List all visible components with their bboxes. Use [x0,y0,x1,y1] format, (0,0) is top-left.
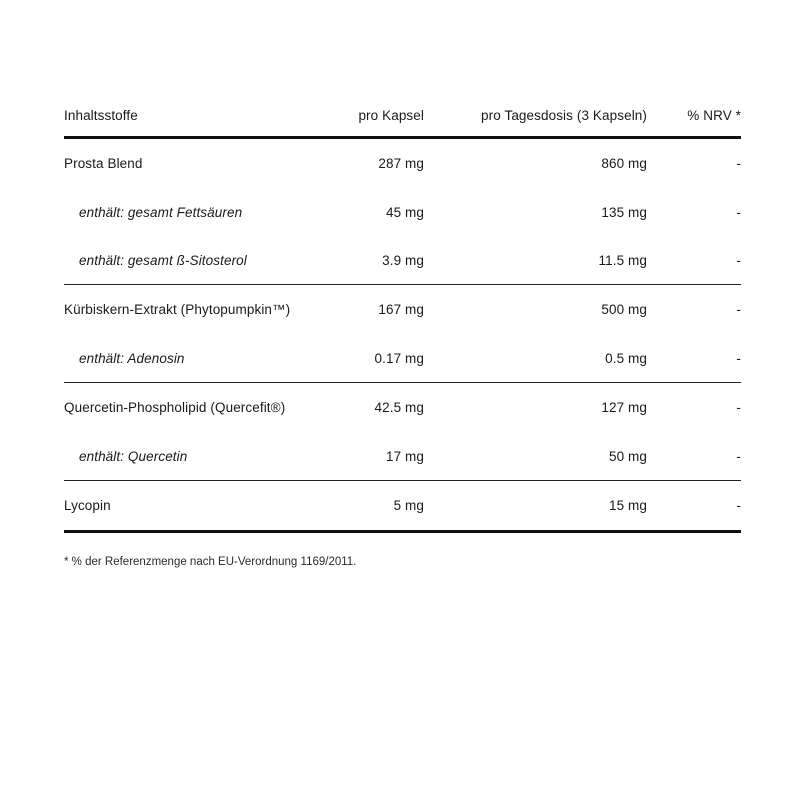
header-nrv: % NRV * [687,107,741,123]
amount-per-daily-dose: 11.5 mg [598,252,647,268]
nrv-value: - [736,498,741,513]
ingredient-group [64,139,741,285]
amount-per-capsule: 42.5 mg [374,400,424,415]
ingredient-group [64,383,741,481]
nrv-value: - [736,252,741,268]
sub-ingredient-name: enthält: gesamt Fettsäuren [79,204,243,220]
table-row [64,383,741,432]
ingredient-name: Kürbiskern-Extrakt (Phytopumpkin™) [64,302,291,317]
table-row [64,285,741,334]
nutrition-table [64,94,741,533]
table-sub-row [64,432,741,480]
header-per-capsule: pro Kapsel [358,107,424,123]
amount-per-capsule: 3.9 mg [382,252,424,268]
sub-ingredient-name: enthält: Quercetin [79,448,188,464]
header-ingredients: Inhaltsstoffe [64,107,138,123]
table-row [64,481,741,530]
amount-per-capsule: 0.17 mg [374,350,424,366]
table-sub-row [64,236,741,284]
table-sub-row [64,334,741,382]
ingredient-group [64,481,741,533]
table-header-row [64,94,741,139]
amount-per-capsule: 167 mg [378,302,424,317]
ingredient-group [64,285,741,383]
nrv-footnote: * % der Referenzmenge nach EU-Verordnung 1169/2011. [64,556,357,568]
amount-per-daily-dose: 15 mg [608,498,647,513]
nrv-value: - [736,448,741,464]
nrv-value: - [736,350,741,366]
nrv-value: - [736,400,741,415]
amount-per-daily-dose: 50 mg [608,448,647,464]
table-row [64,139,741,188]
nrv-value: - [736,302,741,317]
amount-per-daily-dose: 127 mg [601,400,647,415]
amount-per-capsule: 287 mg [378,156,424,171]
amount-per-capsule: 5 mg [393,498,424,513]
table-sub-row [64,188,741,236]
nrv-value: - [736,204,741,220]
amount-per-daily-dose: 135 mg [601,204,647,220]
ingredient-name: Lycopin [64,498,111,513]
amount-per-daily-dose: 500 mg [601,302,647,317]
header-per-daily-dose: pro Tagesdosis (3 Kapseln) [481,107,647,123]
sub-ingredient-name: enthält: gesamt ß-Sitosterol [79,252,247,268]
nrv-value: - [736,156,741,171]
amount-per-daily-dose: 860 mg [601,156,647,171]
sub-ingredient-name: enthält: Adenosin [79,350,185,366]
amount-per-capsule: 45 mg [385,204,424,220]
ingredient-name: Prosta Blend [64,156,143,171]
ingredient-name: Quercetin-Phospholipid (Quercefit®) [64,400,286,415]
amount-per-capsule: 17 mg [385,448,424,464]
amount-per-daily-dose: 0.5 mg [605,350,647,366]
